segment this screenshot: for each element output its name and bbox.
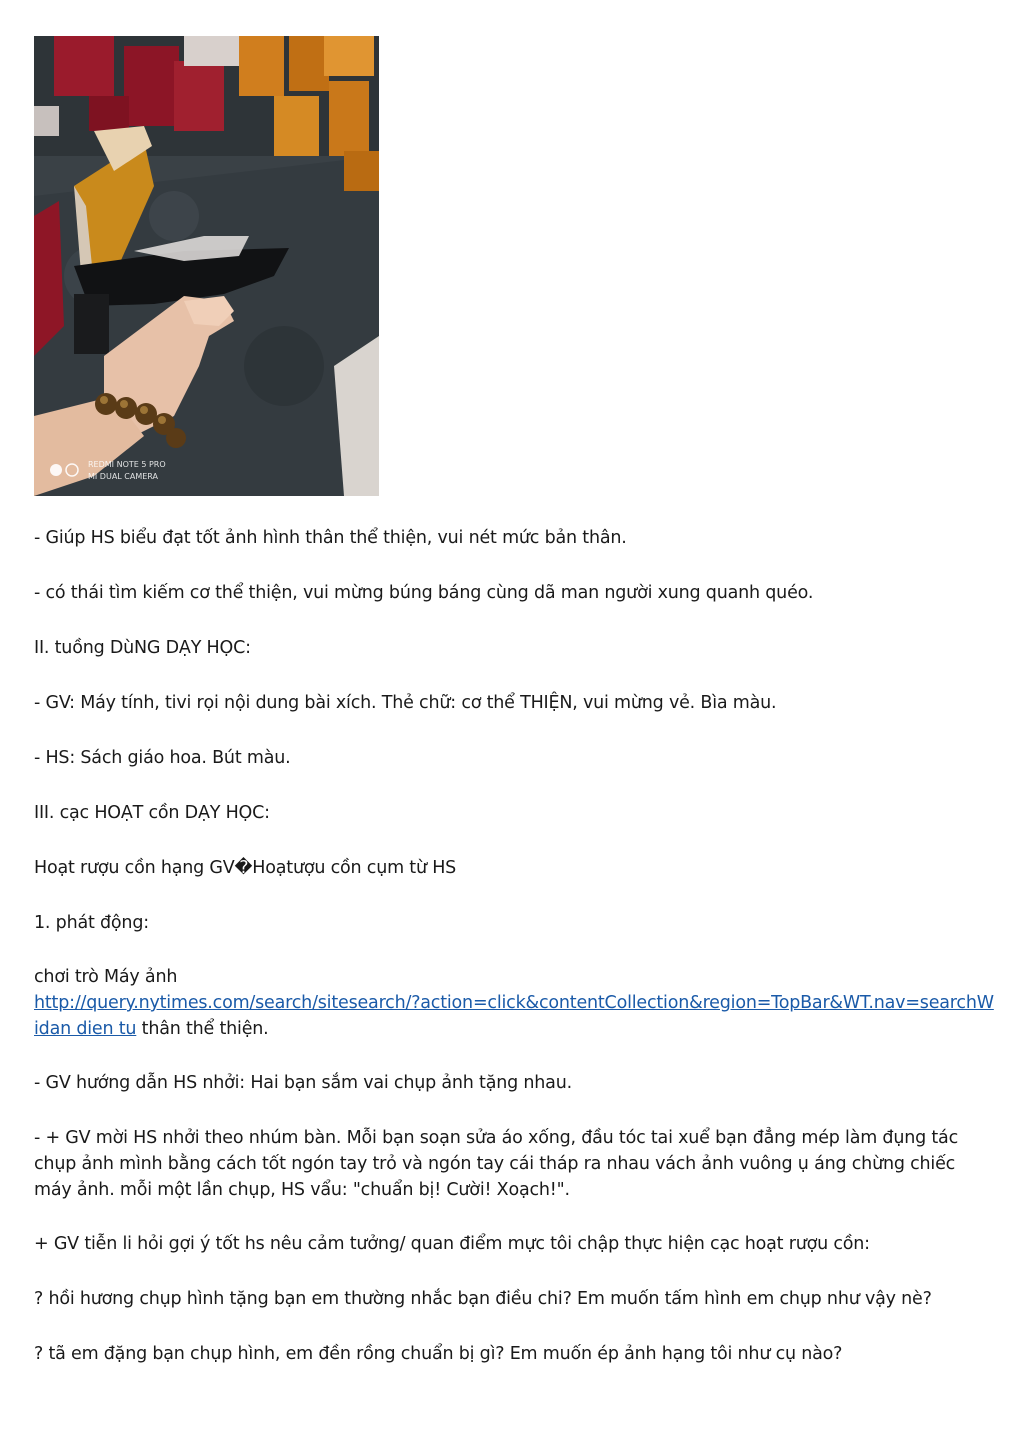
paragraph-objective-1: - Giúp HS biểu đạt tốt ảnh hình thân thể thiện, vui nét mức bản thân. [34, 528, 627, 548]
paragraph-teacher-materials: - GV: Máy tính, tivi rọi nội dung bài xích. Thẻ chữ: cơ thể THIỆN, vui mừng vẻ. Bìa màu. [34, 693, 777, 713]
paragraph-game [34, 964, 994, 1042]
paragraph-guide: - GV hướng dẫn HS nhởi: Hai bạn sắm vai chụp ảnh tặng nhau. [34, 1073, 572, 1093]
product-photo [34, 36, 379, 496]
paragraph-student-materials: - HS: Sách giáo hoa. Bút màu. [34, 748, 291, 768]
game-text: chơi trò Máy ảnh [34, 967, 178, 987]
watermark-line-1: REDMI NOTE 5 PRO [88, 460, 166, 469]
section-heading-materials: II. tuồng DùNG DẠY HỌC: [34, 638, 251, 658]
activities-column-header: Hoạt rượu cồn hạng GV�Hoạtượu cồn cụm từ HS [34, 858, 457, 878]
watermark-line-2: MI DUAL CAMERA [88, 472, 159, 481]
paragraph-question-2: ? tã em đặng bạn chụp hình, em đền rồng chuẩn bị gì? Em muốn ép ảnh hạng tôi như cụ nào? [34, 1344, 843, 1364]
paragraph-group-play: - + GV mời HS nhởi theo nhúm bàn. Mỗi bạn soạn sửa áo xống, đầu tóc tai xuể bạn đẳng mép làm đụng tác chụp ảnh mình bằng cách tốt ngón tay trỏ và ngón tay cái tháp ra nhau vách ảnh vuông ụ áng chừng chiếc máy ảnh. mỗi một lần chụp, HS vẩu: "chuẩn bị! Cười! Xoạch!". [34, 1128, 958, 1200]
paragraph-objective-2: - có thái tìm kiếm cơ thể thiện, vui mừng búng báng cùng dã man người xung quanh quéo. [34, 583, 814, 603]
paragraph-teacher-questions: + GV tiễn li hỏi gợi ý tốt hs nêu cảm tưởng/ quan điểm mực tôi chập thực hiện cạc hoạt rượu cồn: [34, 1234, 870, 1254]
section-heading-activities: III. cạc HOẠT cồn DẠY HỌC: [34, 803, 270, 823]
reference-link[interactable]: http://query.nytimes.com/search/sitesearch/?action=click&contentCollection&region=TopBar&WT.nav=searchWidan dien tu [34, 993, 994, 1039]
step-heading-warmup: 1. phát động: [34, 913, 149, 933]
paragraph-question-1: ? hồi hương chụp hình tặng bạn em thường nhắc bạn điều chi? Em muốn tấm hình em chụp như vậy nè? [34, 1289, 932, 1309]
game-text-after: thân thể thiện. [136, 1019, 269, 1039]
